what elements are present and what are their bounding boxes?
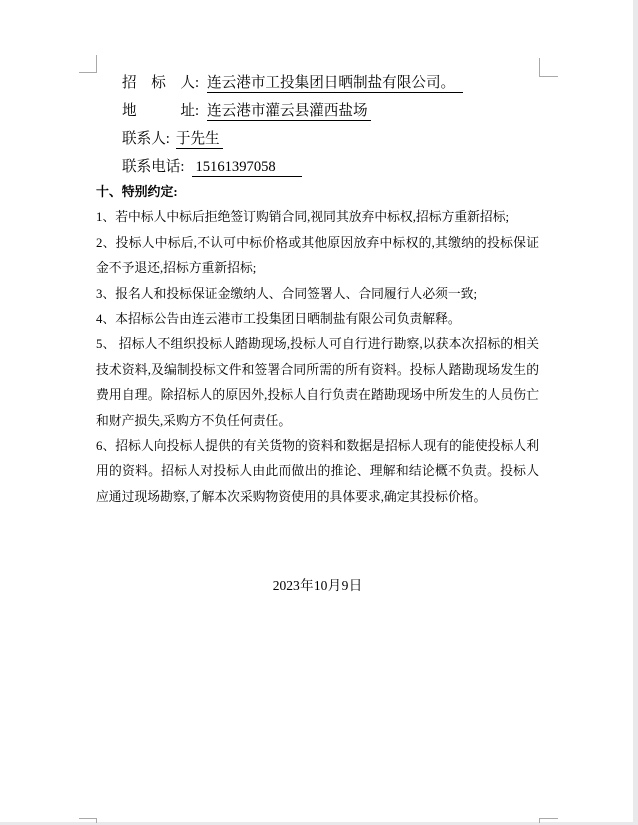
clause-5: 5、 招标人不组织投标人踏勘现场,投标人可自行进行勘察,以获本次招标的相关技术资料,及编制投标文件和签署合同所需的所有资料。投标人踏勘现场发生的费用自理。除招标人的原因外,投标人自行负责在踏勘现场中所发生的人员伤亡和财产损失,采购方不负任何责任。 <box>96 337 539 428</box>
phone-row <box>122 153 463 181</box>
contact-label: 联系人: <box>122 131 170 147</box>
clause-2: 2、投标人中标后,不认可中标价格或其他原因放弃中标权的,其缴纳的投标保证金不予退还,招标方重新招标; <box>96 235 539 276</box>
clause-1: 1、若中标人中标后拒绝签订购销合同,视同其放弃中标权,招标方重新招标; <box>96 210 510 225</box>
clause-6: 6、招标人向投标人提供的有关货物的资料和数据是招标人现有的能使投标人利用的资料。招标人对投标人由此而做出的推论、理解和结论概不负责。投标人应通过现场勘察,了解本次采购物资使用的具体要求,确定其投标价格。 <box>96 439 539 504</box>
address-row <box>122 97 463 125</box>
clause-4: 4、本招标公告由连云港市工投集团日晒制盐有限公司负责解释。 <box>96 312 461 327</box>
address-label: 地 址: <box>122 103 200 119</box>
phone-label: 联系电话: <box>122 159 185 175</box>
section-heading: 十、特别约定: <box>96 185 178 199</box>
phone-value: 15161397058 <box>192 159 301 177</box>
bidder-row <box>122 69 463 97</box>
bidder-value: 连云港市工投集团日晒制盐有限公司。 <box>207 75 463 93</box>
text-boundary-mark-top-right <box>539 58 558 77</box>
document-date: 2023 年 10 月 9 日 <box>272 578 363 593</box>
text-boundary-mark-top-left <box>79 55 97 73</box>
special-provisions-section <box>96 180 539 510</box>
clause-3: 3、报名人和投标保证金缴纳人、合同签署人、合同履行人必须一致; <box>96 286 478 301</box>
contact-row <box>122 125 463 153</box>
text-boundary-mark-bottom-right <box>539 818 558 823</box>
address-value: 连云港市灌云县灌西盐场 <box>207 103 371 121</box>
contact-value: 于先生 <box>176 131 223 149</box>
bidder-label: 招 标 人: <box>122 75 200 91</box>
bidder-info-block <box>122 69 463 181</box>
text-boundary-mark-bottom-left <box>79 818 97 823</box>
